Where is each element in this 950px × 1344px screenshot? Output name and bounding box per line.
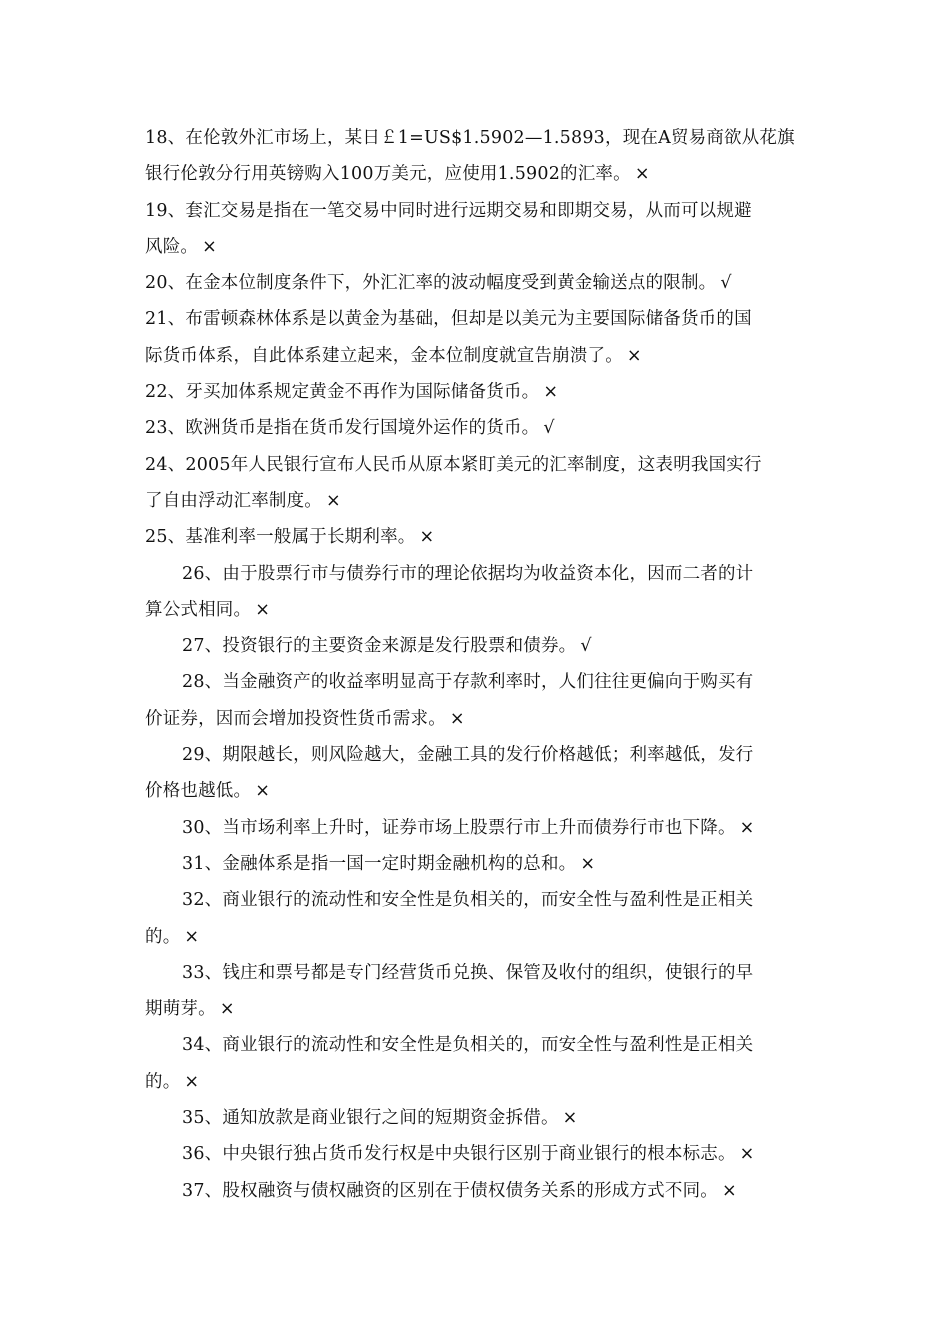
question-text: 25、基准利率一般属于长期利率。 xyxy=(145,527,416,548)
question-text: 35、通知放款是商业银行之间的短期资金拆借。 xyxy=(182,1108,559,1129)
question-17-line-0 xyxy=(145,1100,810,1136)
question-text: 29、期限越长，则风险越大，金融工具的发行价格越低；利率越低，发行 xyxy=(182,745,754,766)
question-text: 34、商业银行的流动性和安全性是负相关的，而安全性与盈利性是正相关 xyxy=(182,1035,754,1056)
question-16-line-1 xyxy=(145,1064,810,1100)
question-7-line-0 xyxy=(145,519,810,555)
question-10-line-1 xyxy=(145,701,810,737)
question-text: 的。 xyxy=(145,1071,181,1092)
question-11-line-0 xyxy=(145,737,810,773)
question-5-line-0 xyxy=(145,410,810,446)
question-text: 价格也越低。 xyxy=(145,781,252,802)
cross-mark: × xyxy=(449,708,465,729)
question-text: 算公式相同。 xyxy=(145,599,252,620)
question-text: 27、投资银行的主要资金来源是发行股票和债券。 xyxy=(182,636,577,657)
question-text: 际货币体系，自此体系建立起来，金本位制度就宣告崩溃了。 xyxy=(145,345,623,366)
question-6-line-1 xyxy=(145,483,810,519)
question-16-line-0 xyxy=(145,1027,810,1063)
question-8-line-1 xyxy=(145,592,810,628)
cross-mark: × xyxy=(326,490,341,511)
question-9-line-0 xyxy=(145,628,810,664)
question-0-line-1 xyxy=(145,156,810,192)
question-2-line-0 xyxy=(145,265,810,301)
question-15-line-0 xyxy=(145,955,810,991)
cross-mark: × xyxy=(580,853,596,874)
document-page xyxy=(145,120,810,1209)
cross-mark: × xyxy=(562,1108,578,1129)
question-18-line-0 xyxy=(145,1136,810,1172)
question-12-line-0 xyxy=(145,810,810,846)
question-3-line-0 xyxy=(145,301,810,337)
question-3-line-1 xyxy=(145,338,810,374)
question-8-line-0 xyxy=(145,556,810,592)
cross-mark: × xyxy=(255,781,271,802)
cross-mark: × xyxy=(626,345,642,366)
cross-mark: × xyxy=(184,1071,200,1092)
question-text: 22、牙买加体系规定黄金不再作为国际储备货币。 xyxy=(145,382,540,403)
cross-mark: × xyxy=(739,817,755,838)
cross-mark: × xyxy=(419,527,435,548)
question-text: 33、钱庄和票号都是专门经营货币兑换、保管及收付的组织，使银行的早 xyxy=(182,962,754,983)
question-text: 30、当市场利率上升时，证券市场上股票行市上升而债券行市也下降。 xyxy=(182,817,736,838)
question-14-line-0 xyxy=(145,882,810,918)
question-text: 31、金融体系是指一国一定时期金融机构的总和。 xyxy=(182,853,577,874)
question-text: 期萌芽。 xyxy=(145,999,216,1020)
question-text: 18、在伦敦外汇市场上，某日￡1=US$1.5902—1.5893，现在A贸易商欲从花旗 xyxy=(145,128,795,148)
question-10-line-0 xyxy=(145,664,810,700)
cross-mark: × xyxy=(634,164,650,185)
check-mark: √ xyxy=(720,273,732,294)
cross-mark: × xyxy=(739,1144,755,1165)
question-1-line-1 xyxy=(145,229,810,265)
check-mark: √ xyxy=(543,418,555,439)
question-text: 价证券，因而会增加投资性货币需求。 xyxy=(145,708,446,729)
cross-mark: × xyxy=(219,999,235,1020)
cross-mark: × xyxy=(184,926,200,947)
question-1-line-0 xyxy=(145,193,810,229)
question-text: 36、中央银行独占货币发行权是中央银行区别于商业银行的根本标志。 xyxy=(182,1144,736,1165)
cross-mark: × xyxy=(721,1180,737,1201)
question-text: 的。 xyxy=(145,926,181,947)
cross-mark: × xyxy=(543,382,559,403)
question-text: 26、由于股票行市与债券行市的理论依据均为收益资本化，因而二者的计 xyxy=(182,563,754,584)
cross-mark: × xyxy=(255,599,271,620)
question-text: 19、套汇交易是指在一笔交易中同时进行远期交易和即期交易，从而可以规避 xyxy=(145,200,752,221)
cross-mark: × xyxy=(202,236,217,257)
question-19-line-0 xyxy=(145,1173,810,1209)
question-text: 银行伦敦分行用英镑购入100万美元，应使用1.5902的汇率。 xyxy=(145,164,631,185)
question-4-line-0 xyxy=(145,374,810,410)
question-15-line-1 xyxy=(145,991,810,1027)
question-text: 24、2005年人民银行宣布人民币从原本紧盯美元的汇率制度，这表明我国实行 xyxy=(145,454,762,475)
question-text: 37、股权融资与债权融资的区别在于债权债务关系的形成方式不同。 xyxy=(182,1180,718,1201)
check-mark: √ xyxy=(580,636,592,657)
question-6-line-0 xyxy=(145,447,810,483)
question-text: 23、欧洲货币是指在货币发行国境外运作的货币。 xyxy=(145,418,540,439)
question-text: 32、商业银行的流动性和安全性是负相关的，而安全性与盈利性是正相关 xyxy=(182,890,754,911)
question-14-line-1 xyxy=(145,919,810,955)
question-11-line-1 xyxy=(145,773,810,809)
question-text: 风险。 xyxy=(145,236,199,257)
question-13-line-0 xyxy=(145,846,810,882)
question-text: 28、当金融资产的收益率明显高于存款利率时，人们往往更偏向于购买有 xyxy=(182,672,754,693)
question-text: 了自由浮动汇率制度。 xyxy=(145,490,322,511)
question-text: 20、在金本位制度条件下，外汇汇率的波动幅度受到黄金输送点的限制。 xyxy=(145,273,717,294)
question-0-line-0 xyxy=(145,120,810,156)
question-text: 21、布雷顿森林体系是以黄金为基础，但却是以美元为主要国际储备货币的国 xyxy=(145,309,752,330)
